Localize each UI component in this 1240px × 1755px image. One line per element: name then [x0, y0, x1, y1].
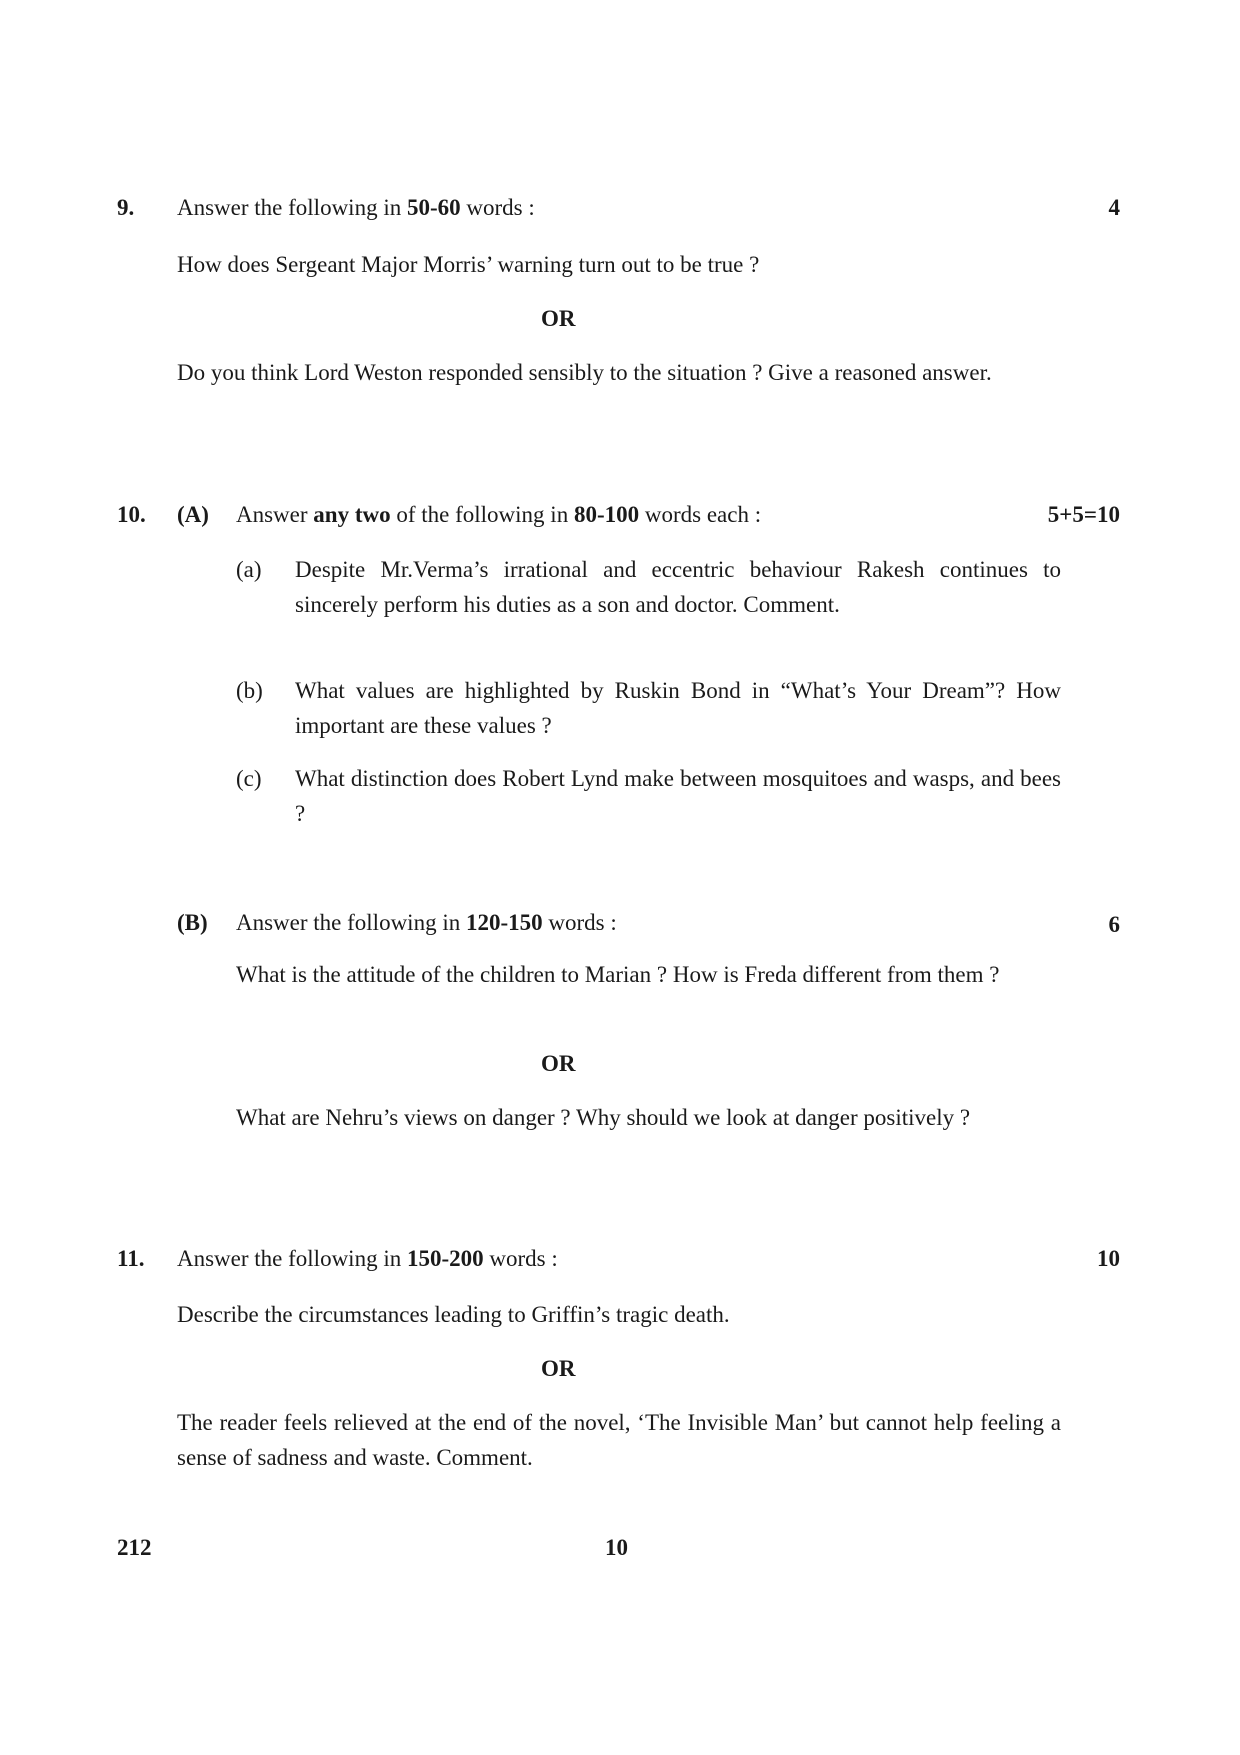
instruction-text: Answer the following in [177, 1246, 407, 1271]
part-label: (B) [177, 910, 208, 935]
marks: 4 [1108, 195, 1120, 220]
word-limit: 120-150 [465, 910, 543, 935]
question-text: Do you think Lord Weston responded sensibly to the situation ? Give a reasoned answer. [177, 360, 992, 385]
word-limit: 50-60 [406, 195, 461, 220]
page-number: 10 [605, 1535, 628, 1560]
instruction-emphasis: any two [313, 502, 391, 527]
question-instruction [236, 497, 761, 532]
instruction-text: of the following in [390, 502, 574, 527]
item-text: What distinction does Robert Lynd make between mosquitoes and wasps, and bees ? [295, 766, 1061, 826]
question-number: 11. [117, 1246, 145, 1271]
item-label: (c) [236, 766, 262, 791]
part-label: (A) [177, 502, 209, 527]
marks: 6 [1108, 912, 1120, 937]
instruction-text: Answer the following in [177, 195, 407, 220]
instruction-text: words : [483, 1246, 558, 1271]
instruction-text: Answer the following in [236, 910, 466, 935]
item-text: Despite Mr.Verma’s irrational and eccentric behaviour Rakesh continues to sincerely perform his duties as a son and doctor. Comment. [295, 557, 1061, 617]
question-instruction [177, 190, 535, 225]
question-text: What is the attitude of the children to Marian ? How is Freda different from them ? [236, 962, 1000, 987]
instruction-text: words : [542, 910, 617, 935]
marks: 10 [1097, 1246, 1120, 1271]
question-number: 9. [117, 195, 135, 220]
word-limit: 80-100 [573, 502, 640, 527]
question-number: 10. [117, 502, 146, 527]
question-instruction [177, 1241, 558, 1276]
paper-code: 212 [117, 1535, 152, 1560]
or-divider: OR [541, 1051, 576, 1076]
instruction-text: Answer [236, 502, 314, 527]
item-text: What values are highlighted by Ruskin Bond in “What’s Your Dream”? How important are these values ? [295, 678, 1061, 738]
item-label: (a) [236, 557, 262, 582]
item-label: (b) [236, 678, 263, 703]
or-divider: OR [541, 1356, 576, 1381]
question-text: Describe the circumstances leading to Griffin’s tragic death. [177, 1302, 730, 1327]
marks: 5+5=10 [1047, 502, 1120, 527]
or-divider: OR [541, 306, 576, 331]
question-text: What are Nehru’s views on danger ? Why should we look at danger positively ? [236, 1105, 971, 1130]
word-limit: 150-200 [406, 1246, 484, 1271]
question-text: How does Sergeant Major Morris’ warning turn out to be true ? [177, 252, 760, 277]
question-text: The reader feels relieved at the end of the novel, ‘The Invisible Man’ but cannot help feeling a sense of sadness and waste. Comment. [177, 1410, 1061, 1470]
question-instruction [236, 905, 617, 940]
instruction-text: words : [460, 195, 535, 220]
instruction-text: words each : [639, 502, 762, 527]
